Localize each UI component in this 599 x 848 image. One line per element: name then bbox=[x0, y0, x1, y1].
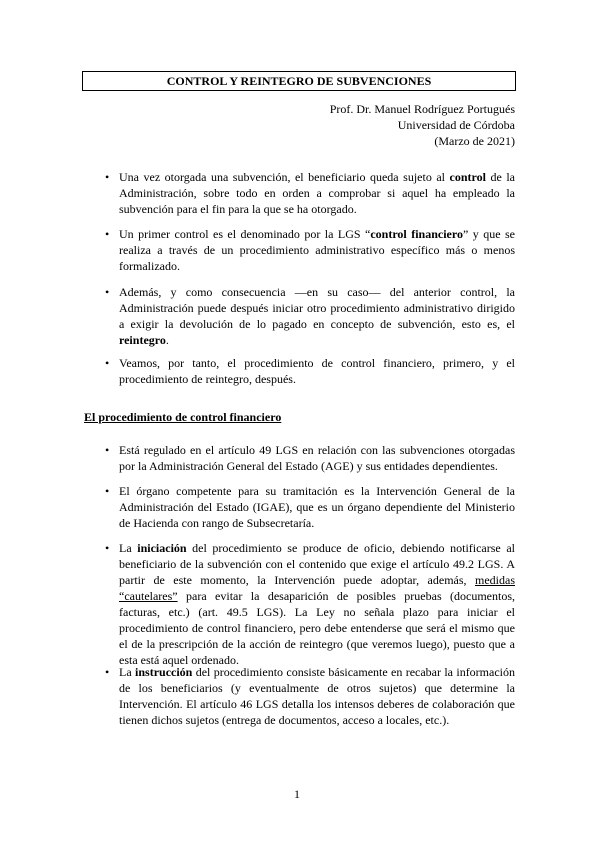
bullet-marker: • bbox=[105, 443, 110, 457]
bullet-marker: • bbox=[105, 484, 110, 498]
section-bullet: • El órgano competente para su tramitación es la Intervención General de la Administración del Estado (IGAE), que es un órgano dependiente del Ministerio de Hacienda con rango de Subsecretaría. bbox=[105, 484, 515, 530]
author-name: Prof. Dr. Manuel Rodríguez Portugués bbox=[329, 102, 515, 116]
section-bullet: • La iniciación del procedimiento se produce de oficio, debiendo notificarse al beneficiario de la subvención con el contenido que exige el artículo 49.2 LGS. A partir de este momento, la Intervención puede adoptar, además, medidas “cautelares” para evitar la desaparición de posibles pruebas (documentos, facturas, etc.) (art. 49.5 LGS). La Ley no señala plazo para iniciar el procedimiento de control financiero, pero debe entenderse que será el mismo que el de la prescripción de la acción de reintegro (que veremos luego), puesto que a esta está aquel ordenado. bbox=[105, 541, 515, 667]
author-affiliation: Universidad de Córdoba bbox=[397, 118, 515, 132]
bullet-marker: • bbox=[105, 227, 110, 241]
bullet-marker: • bbox=[105, 541, 110, 555]
author-date: (Marzo de 2021) bbox=[434, 134, 515, 148]
intro-bullet: • Además, y como consecuencia —en su caso— del anterior control, la Administración puede después iniciar otro procedimiento administrativo dirigido a exigir la devolución de lo pagado en concepto de subvención, esto es, el reintegro. bbox=[105, 285, 515, 347]
intro-bullet: • Veamos, por tanto, el procedimiento de control financiero, primero, y el procedimiento de reintegro, después. bbox=[105, 356, 515, 386]
intro-bullet: • Una vez otorgada una subvención, el beneficiario queda sujeto al control de la Administración, sobre todo en orden a comprobar si aquel ha empleado la subvención para el fin para la que se ha otorgado. bbox=[105, 170, 515, 216]
bullet-marker: • bbox=[105, 170, 110, 184]
section-heading: El procedimiento de control financiero bbox=[84, 410, 282, 424]
intro-bullet: • Un primer control es el denominado por la LGS “control financiero” y que se realiza a través de un procedimiento administrativo específico más o menos formalizado. bbox=[105, 227, 515, 273]
section-bullet: • Está regulado en el artículo 49 LGS en relación con las subvenciones otorgadas por la Administración General del Estado (AGE) y sus entidades dependientes. bbox=[105, 443, 515, 473]
section-bullet: • La instrucción del procedimiento consiste básicamente en recabar la información de los beneficiarios (y eventualmente de otros sujetos) que determine la Intervención. El artículo 46 LGS detalla los intensos deberes de colaboración que tienen dichos sujetos (entrega de documentos, acceso a locales, etc.). bbox=[105, 665, 516, 727]
bullet-marker: • bbox=[105, 665, 110, 679]
bullet-marker: • bbox=[105, 285, 110, 299]
document-title: CONTROL Y REINTEGRO DE SUBVENCIONES bbox=[82, 71, 516, 91]
page-number: 1 bbox=[294, 787, 300, 801]
bullet-marker: • bbox=[105, 356, 110, 370]
author-block bbox=[330, 101, 515, 149]
